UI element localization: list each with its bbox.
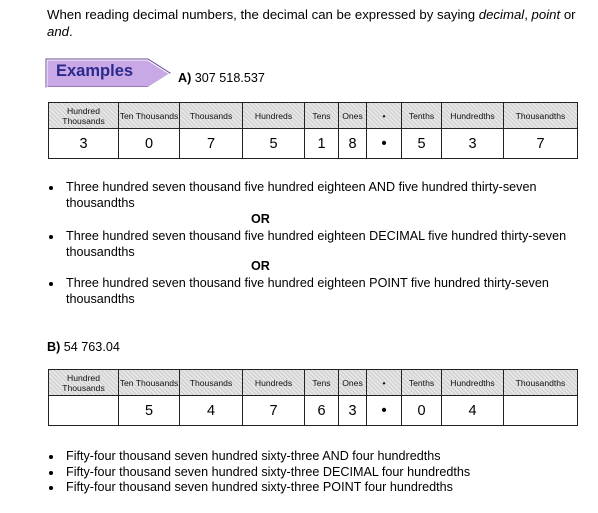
- digit-cell: 7: [243, 396, 305, 426]
- place-value-table-b: [48, 369, 578, 426]
- header-cell: Hundredths: [442, 103, 504, 129]
- example-a-number: 307 518.537: [194, 71, 265, 85]
- list-item: Three hundred seven thousand five hundred eighteen DECIMAL five hundred thirty-seven thousandths: [47, 229, 587, 260]
- list-item: Three hundred seven thousand five hundred eighteen POINT five hundred thirty-seven thousandths: [47, 276, 587, 307]
- digit-cell: 6: [305, 396, 339, 426]
- list-item: Three hundred seven thousand five hundred eighteen AND five hundred thirty-seven thousandths: [47, 180, 587, 211]
- example-a-reading-2: [47, 229, 587, 260]
- list-item: Fifty-four thousand seven hundred sixty-three DECIMAL four hundredths: [47, 465, 587, 481]
- intro-paragraph: [47, 6, 592, 40]
- example-a-heading: [178, 71, 265, 85]
- header-cell: Ones: [339, 103, 367, 129]
- digit-cell: 7: [180, 129, 243, 159]
- or-label: OR: [251, 259, 270, 273]
- header-cell: Tenths: [402, 103, 442, 129]
- intro-word-point: point: [531, 7, 561, 22]
- digit-cell: 4: [180, 396, 243, 426]
- digit-cell: 7: [504, 129, 578, 159]
- header-cell: Thousands: [180, 103, 243, 129]
- digit-cell: 1: [305, 129, 339, 159]
- header-cell: Thousands: [180, 370, 243, 396]
- table-header-row: [49, 103, 578, 129]
- intro-word-and: and: [47, 24, 70, 39]
- header-cell: Hundreds: [243, 370, 305, 396]
- header-cell: Hundreds: [243, 103, 305, 129]
- digit-cell: 5: [119, 396, 180, 426]
- digit-cell: 5: [402, 129, 442, 159]
- decimal-point-header: •: [367, 103, 402, 129]
- decimal-point-header: •: [367, 370, 402, 396]
- table-digit-row: [49, 129, 578, 159]
- digit-cell: 3: [339, 396, 367, 426]
- example-b-readings: [47, 449, 587, 496]
- digit-cell: 5: [243, 129, 305, 159]
- table-header-row: [49, 370, 578, 396]
- intro-text: When reading decimal numbers, the decimal can be expressed by saying: [47, 7, 479, 22]
- examples-label: Examples: [56, 62, 134, 80]
- header-cell: Hundred Thousands: [49, 103, 119, 129]
- digit-cell: [504, 396, 578, 426]
- header-cell: Tens: [305, 370, 339, 396]
- list-item: Fifty-four thousand seven hundred sixty-three AND four hundredths: [47, 449, 587, 465]
- intro-end: .: [69, 24, 73, 39]
- header-cell: Hundredths: [442, 370, 504, 396]
- intro-sep: or: [560, 7, 576, 22]
- example-a-reading-1: [47, 180, 587, 211]
- decimal-point-cell: •: [367, 129, 402, 159]
- header-cell: Ones: [339, 370, 367, 396]
- digit-cell: 4: [442, 396, 504, 426]
- table-digit-row: [49, 396, 578, 426]
- example-b-letter: B): [47, 340, 61, 354]
- digit-cell: 0: [119, 129, 180, 159]
- example-b-heading: [47, 340, 120, 354]
- digit-cell: 8: [339, 129, 367, 159]
- or-label: OR: [251, 212, 270, 226]
- digit-cell: 3: [49, 129, 119, 159]
- list-item: Fifty-four thousand seven hundred sixty-three POINT four hundredths: [47, 480, 587, 496]
- header-cell: Hundred Thousands: [49, 370, 119, 396]
- intro-sep: ,: [524, 7, 532, 22]
- example-b-number: 54 763.04: [63, 340, 120, 354]
- place-value-table-a: [48, 102, 578, 159]
- header-cell: Tens: [305, 103, 339, 129]
- header-cell: Ten Thousands: [119, 103, 180, 129]
- header-cell: Ten Thousands: [119, 370, 180, 396]
- example-a-reading-3: [47, 276, 587, 307]
- decimal-point-cell: •: [367, 396, 402, 426]
- digit-cell: [49, 396, 119, 426]
- example-a-letter: A): [178, 71, 192, 85]
- header-cell: Thousandths: [504, 103, 578, 129]
- digit-cell: 0: [402, 396, 442, 426]
- intro-word-decimal: decimal: [478, 7, 525, 22]
- header-cell: Tenths: [402, 370, 442, 396]
- header-cell: Thousandths: [504, 370, 578, 396]
- digit-cell: 3: [442, 129, 504, 159]
